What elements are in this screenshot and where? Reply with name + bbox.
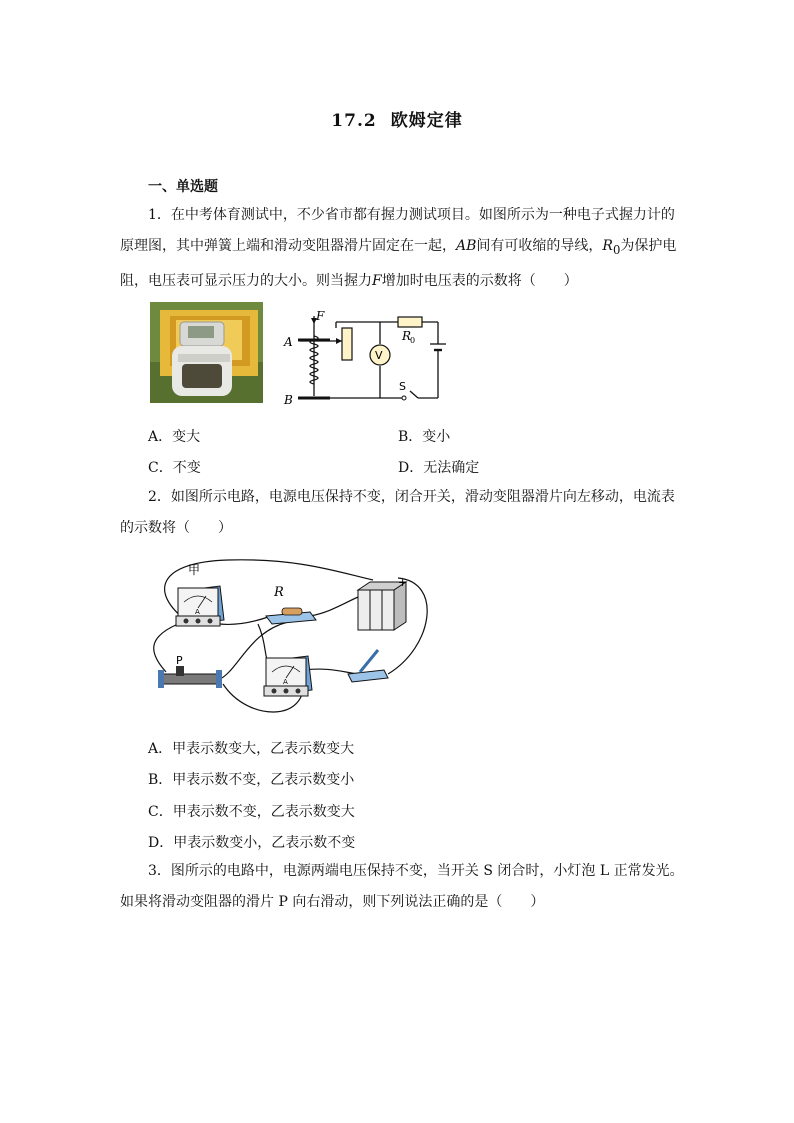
label-a2: A [283, 678, 288, 686]
q1-option-c[interactable]: C．不变 [148, 460, 201, 476]
resistor-r [266, 608, 316, 624]
label-a1: A [195, 608, 200, 616]
label-S: S [399, 380, 406, 393]
grip-dynamometer-photo [150, 302, 263, 403]
q1-ab: AB [456, 238, 477, 254]
label-R0: R [402, 329, 412, 343]
page-title [0, 106, 794, 131]
section-heading: 一、单选题 [148, 179, 218, 195]
q1-number: 1． [148, 207, 171, 223]
q2-option-d[interactable]: D．甲表示数变小，乙表示数不变 [148, 835, 356, 851]
q1-circuit-diagram [280, 306, 450, 410]
battery-pack [358, 582, 406, 630]
q1-option-a[interactable]: A．变大 [148, 429, 201, 445]
ammeter-jia [176, 586, 224, 626]
label-R0-sub: 0 [410, 336, 416, 345]
title-text: 欧姆定律 [390, 111, 463, 131]
q2-number: 2． [148, 489, 171, 505]
switch [348, 650, 388, 682]
q2-line2: 的示数将（ ） [120, 520, 232, 536]
q1-line2a: 原理图，其中弹簧上端和滑动变阻器滑片固定在一起， [120, 238, 456, 254]
q2-option-a[interactable]: A．甲表示数变大，乙表示数变大 [148, 741, 355, 757]
q1-line3a: 阻，电压表可显示压力的大小。则当握力 [120, 272, 372, 289]
label-plus: + [398, 576, 408, 589]
rheostat-p [158, 666, 222, 688]
label-F: F [316, 309, 325, 323]
title-number: 17.2 [331, 111, 377, 131]
q3-line1: 图所示的电路中，电源两端电压保持不变，当开关 S 闭合时，小灯泡 L 正常发光。 [170, 863, 684, 879]
question-1-text [120, 200, 680, 297]
label-B: B [284, 393, 293, 407]
q1-r0: R [602, 238, 613, 254]
q1-option-b[interactable]: B．变小 [398, 429, 451, 445]
q1-f: F [372, 272, 382, 289]
question-3-text [120, 856, 700, 918]
label-V: V [375, 349, 383, 362]
q2-option-c[interactable]: C．甲表示数不变，乙表示数变大 [148, 804, 355, 820]
q1-line3b: 增加时电压表的示数将（ ） [381, 272, 578, 289]
label-A: A [284, 335, 293, 349]
q2-option-b[interactable]: B．甲表示数不变，乙表示数变小 [148, 772, 355, 788]
q1-line1: 在中考体育测试中，不少省市都有握力测试项目。如图所示为一种电子式握力计的 [170, 207, 675, 223]
q1-r0-sub: 0 [612, 242, 621, 257]
q2-circuit-illustration [148, 552, 438, 722]
question-2-text [120, 482, 680, 544]
q3-line2: 如果将滑动变阻器的滑片 P 向右滑动，则下列说法正确的是（ ） [120, 894, 545, 910]
ammeter-yi [264, 656, 312, 696]
q2-line1: 如图所示电路，电源电压保持不变，闭合开关，滑动变阻器滑片向左移动，电流表 [170, 489, 675, 505]
label-R: R [274, 585, 284, 600]
label-P: P [176, 654, 183, 667]
q1-line2c: 为保护电 [620, 238, 677, 254]
label-jia: 甲 [188, 563, 201, 577]
q3-number: 3． [148, 863, 171, 879]
q1-line2b: 间有可收缩的导线， [476, 238, 603, 254]
q1-option-d[interactable]: D．无法确定 [398, 460, 480, 476]
